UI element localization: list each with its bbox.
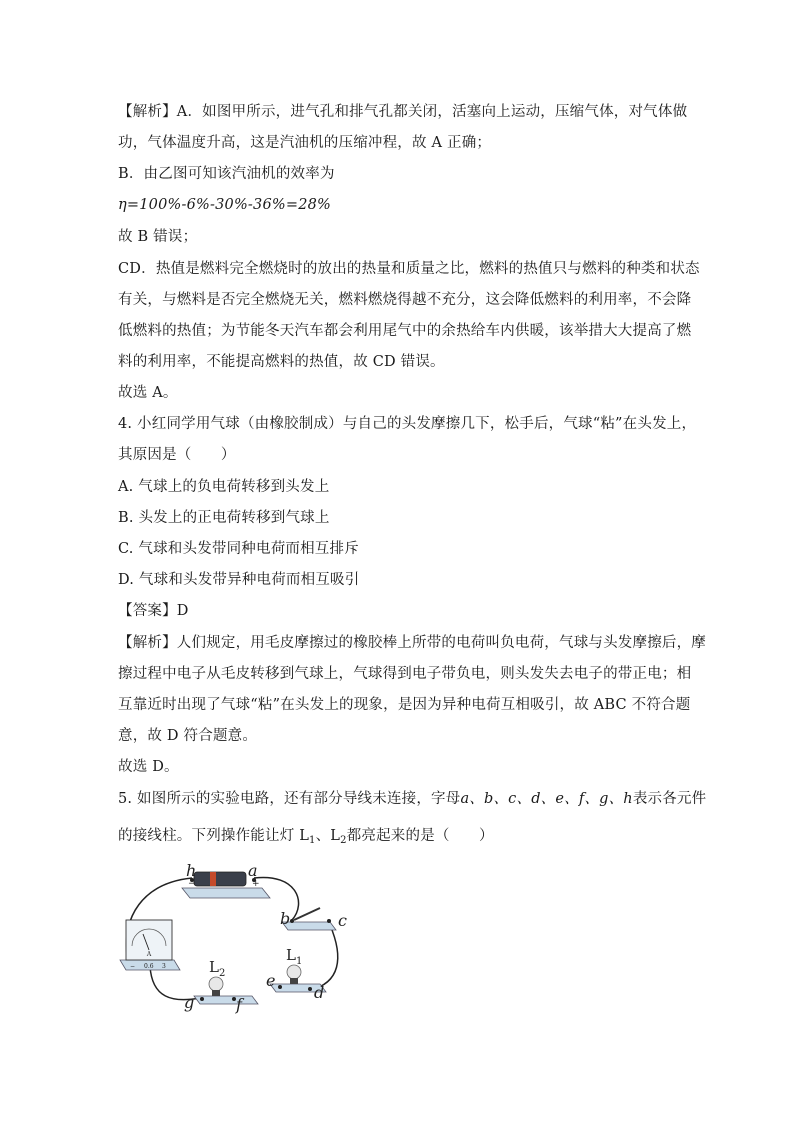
question-4-stem: 其原因是（ ） [118,447,236,463]
text-line: 料的利用率，不能提高燃料的热值，故 CD 错误。 [118,354,445,370]
ammeter-06-label: 0.6 [144,963,154,970]
option-d: D. 气球和头发带异种电荷而相互吸引 [118,572,360,588]
option-b: B. 头发上的正电荷转移到气球上 [118,510,330,526]
bulb-l1-icon [287,965,301,979]
bulb-l2-icon [209,977,223,991]
bulb-l2-socket [212,990,220,996]
label-l2: $L_2$ [209,958,226,979]
text-line: 故选 A。 [118,385,178,401]
terminal-c [327,919,331,923]
bulb-l1-socket [290,978,298,984]
label-c: c [338,911,347,930]
circuit-figure [112,858,372,1018]
battery-plus-label: + [252,879,260,889]
option-c: C. 气球和头发带同种电荷而相互排斥 [118,541,359,557]
label-a: a [248,861,258,880]
label-e: e [266,971,276,990]
text-line: 【解析】人们规定，用毛皮摩擦过的橡胶棒上所带的电荷叫负电荷，气球与头发摩擦后，摩 [118,635,706,651]
ammeter-label: A [146,951,152,958]
answer-label: 【答案】D [118,603,189,619]
question-5-stem: 的接线柱。下列操作能让灯 $L_1$、$L_2$都亮起来的是（ ） [118,828,494,846]
terminal-d [308,987,312,991]
efficiency-equation: η=100%-6%-30%-36%=28% [118,197,332,213]
text-line: B．由乙图可知该汽油机的效率为 [118,166,335,182]
wire-a-to-b [254,877,299,920]
text-line: 低燃料的热值；为节能冬天汽车都会利用尾气中的余热给车内供暖，该举措大大提高了燃 [118,323,692,339]
text-line: CD．热值是燃料完全燃烧时的放出的热量和质量之比，燃料的热值只与燃料的种类和状态 [118,261,700,277]
question-4-stem: 4. 小红同学用气球（由橡胶制成）与自己的头发摩擦几下，松手后，气球“粘”在头发上， [118,416,697,432]
battery-minus-label: − [188,879,196,889]
ammeter-minus-label: − [130,963,136,970]
battery-icon [194,872,246,886]
label-f: f [236,995,242,1014]
terminal-g [200,997,204,1001]
text-line: 功，气体温度升高，这是汽油机的压缩冲程，故 A 正确； [118,135,492,151]
text-line: 【解析】A．如图甲所示，进气孔和排气孔都关闭，活塞向上运动，压缩气体，对气体做 [118,104,688,120]
terminal-e [278,985,282,989]
battery-band [210,872,216,886]
text-line: 有关，与燃料是否完全燃烧无关，燃料燃烧得越不充分，这会降低燃料的利用率，不会降 [118,292,692,308]
terminal-b [290,919,294,923]
text-line: 互靠近时出现了气球“粘”在头发上的现象，是因为异种电荷互相吸引，故 ABC 不符合题 [118,697,691,713]
question-5-stem: 5. 如图所示的实验电路，还有部分导线未连接，字母a、b、c、d、e、f、g、h表示各元件 [118,791,707,807]
terminal-letters: a、b、c、d、e、f、g、h [460,791,633,807]
ammeter-3-label: 3 [162,963,166,970]
text-line: 意，故 D 符合题意。 [118,728,258,744]
label-d: d [314,983,325,1002]
label-b: b [280,909,291,928]
label-h: h [186,861,197,880]
label-g: g [184,993,195,1012]
text-line: 故选 D。 [118,759,179,775]
text-line: 擦过程中电子从毛皮转移到气球上，气球得到电子带负电，则头发失去电子的带正电；相 [118,666,692,682]
wire-c-to-d [310,925,338,990]
option-a: A. 气球上的负电荷转移到头发上 [118,479,330,495]
circuit-diagram [112,858,372,1018]
text-line: 故 B 错误； [118,229,198,245]
battery-base [182,888,270,898]
label-l1: $L_1$ [286,946,303,967]
